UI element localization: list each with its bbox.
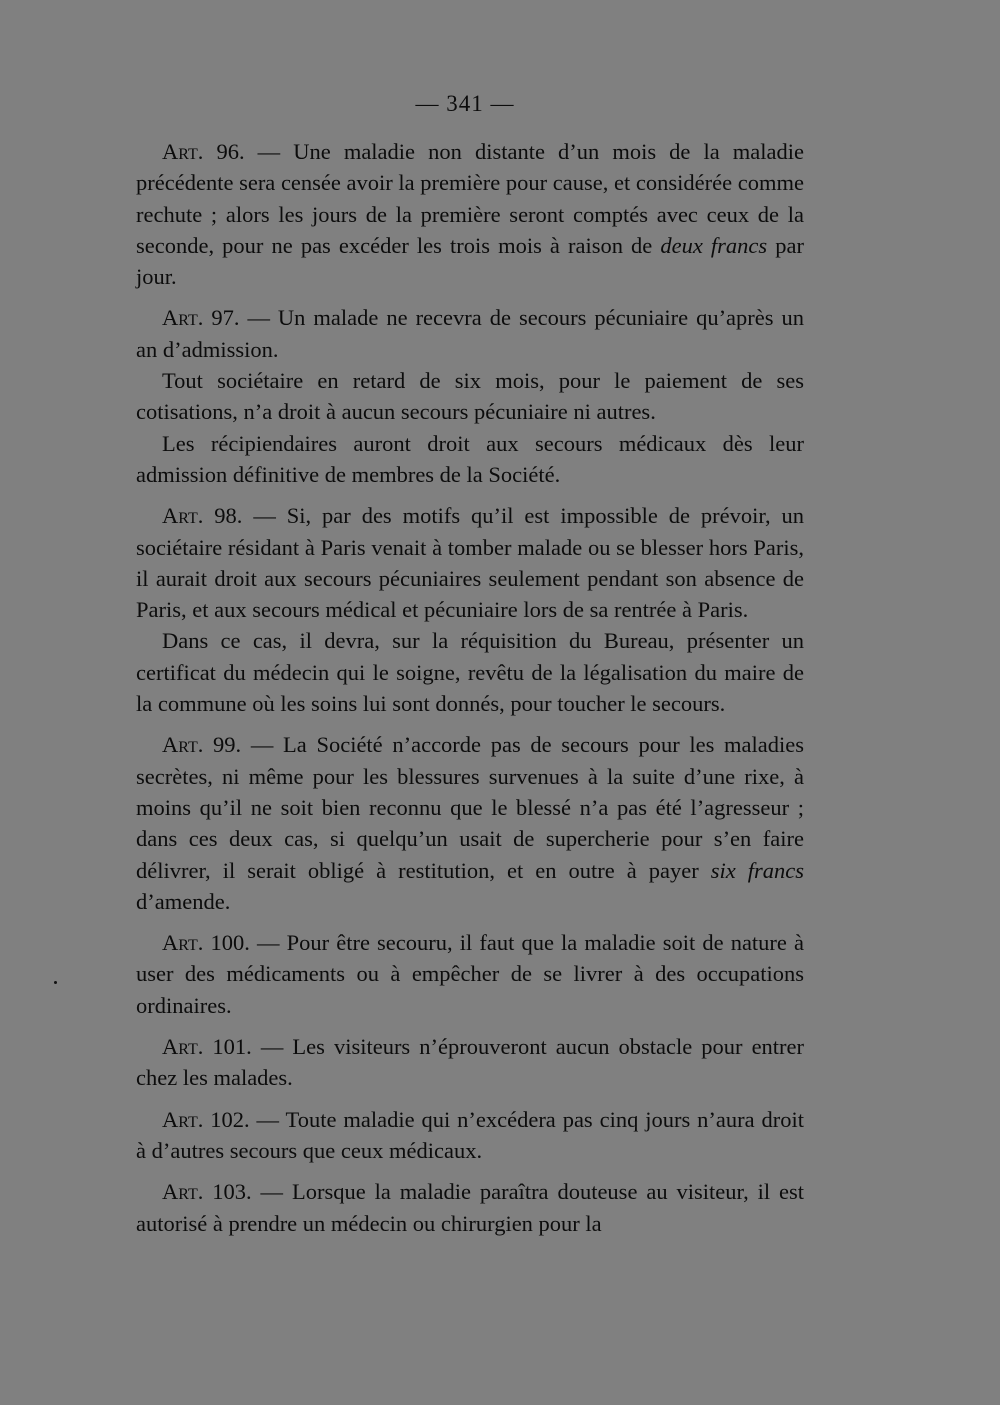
page-body bbox=[136, 136, 804, 1239]
article-text: — Si, par des motifs qu’il est impossible de prévoir, un sociétaire résidant à Paris venait à tomber malade ou se blesser hors Paris, il aurait droit aux secours pécuniaires seulement pendant son absence de Paris, et aux secours médical et pécuniaire lors de sa rentrée à Paris. bbox=[136, 503, 805, 623]
article-label: Art. 96. bbox=[162, 139, 245, 164]
paragraph bbox=[136, 428, 804, 491]
article-label: Art. 103. bbox=[162, 1179, 252, 1205]
article-96 bbox=[136, 136, 804, 292]
article-label: Art. 98. bbox=[162, 503, 243, 529]
page-number: — 341 — bbox=[415, 91, 515, 116]
article-text: par jour. bbox=[136, 232, 804, 290]
article-label: Art. 100. bbox=[162, 930, 250, 956]
article-99 bbox=[136, 729, 804, 917]
article-label: Art. 101. bbox=[162, 1034, 252, 1060]
article-text: d’amende. bbox=[136, 888, 231, 914]
article-100 bbox=[136, 927, 804, 1021]
paragraph-text: Dans ce cas, il devra, sur la réquisition du Bureau, présenter un certificat du médecin qui le soigne, revêtu de la légalisation du maire de la commune où les soins lui sont donnés, pour toucher le secours. bbox=[136, 628, 804, 717]
article-label: Art. 102. bbox=[162, 1106, 250, 1132]
paragraph-text: Les récipiendaires auront droit aux secours médicaux dès leur admission définitive de membres de la Société. bbox=[136, 430, 804, 487]
scan-speck bbox=[54, 981, 57, 984]
article-text: — Une maladie non distante d’un mois de la maladie précédente sera censée avoir la première pour cause, et considérée comme rechute ; alors les jours de la première seront comptés avec ceux de la seconde, pour ne pas excéder les trois mois à raison de bbox=[136, 139, 805, 258]
article-text: — Un malade ne recevra de secours pécuniaire qu’après un an d’admission. bbox=[136, 305, 805, 362]
article-label: Art. 97. bbox=[162, 305, 240, 331]
article-103 bbox=[136, 1176, 804, 1239]
article-text: — Les visiteurs n’éprouveront aucun obstacle pour entrer chez les malades. bbox=[136, 1034, 805, 1091]
article-text: — Pour être secouru, il faut que la maladie soit de nature à user des médicaments ou à empêcher de se livrer à des occupations ordinaires. bbox=[136, 930, 805, 1018]
article-label: Art. 99. bbox=[162, 732, 242, 758]
article-101 bbox=[136, 1031, 804, 1094]
article-98 bbox=[136, 500, 804, 625]
paragraph-text: Tout sociétaire en retard de six mois, pour le paiement de ses cotisations, n’a droit à aucun secours pécuniaire ni autres. bbox=[136, 368, 804, 425]
article-text-italic: deux francs bbox=[660, 232, 768, 258]
article-text: — La Société n’accorde pas de secours pour les maladies secrètes, ni même pour les blessures survenues à la suite d’une rixe, à moins qu’il ne soit bien reconnu que le blessé n’a pas été l’agresseur ; dans ces deux cas, si quelqu’un usait de supercherie pour s’en faire délivrer, il serait obligé à restitution, et en outre à payer bbox=[136, 732, 805, 883]
article-text: — Toute maladie qui n’excédera pas cinq jours n’aura droit à d’autres secours que ceux médicaux. bbox=[136, 1106, 804, 1163]
article-97 bbox=[136, 302, 804, 365]
paragraph bbox=[136, 625, 804, 719]
paragraph bbox=[136, 365, 804, 428]
article-text: — Lorsque la maladie paraîtra douteuse au visiteur, il est autorisé à prendre un médecin ou chirurgien pour la bbox=[136, 1179, 804, 1236]
article-text-italic: six francs bbox=[710, 857, 804, 883]
article-102 bbox=[136, 1104, 804, 1167]
